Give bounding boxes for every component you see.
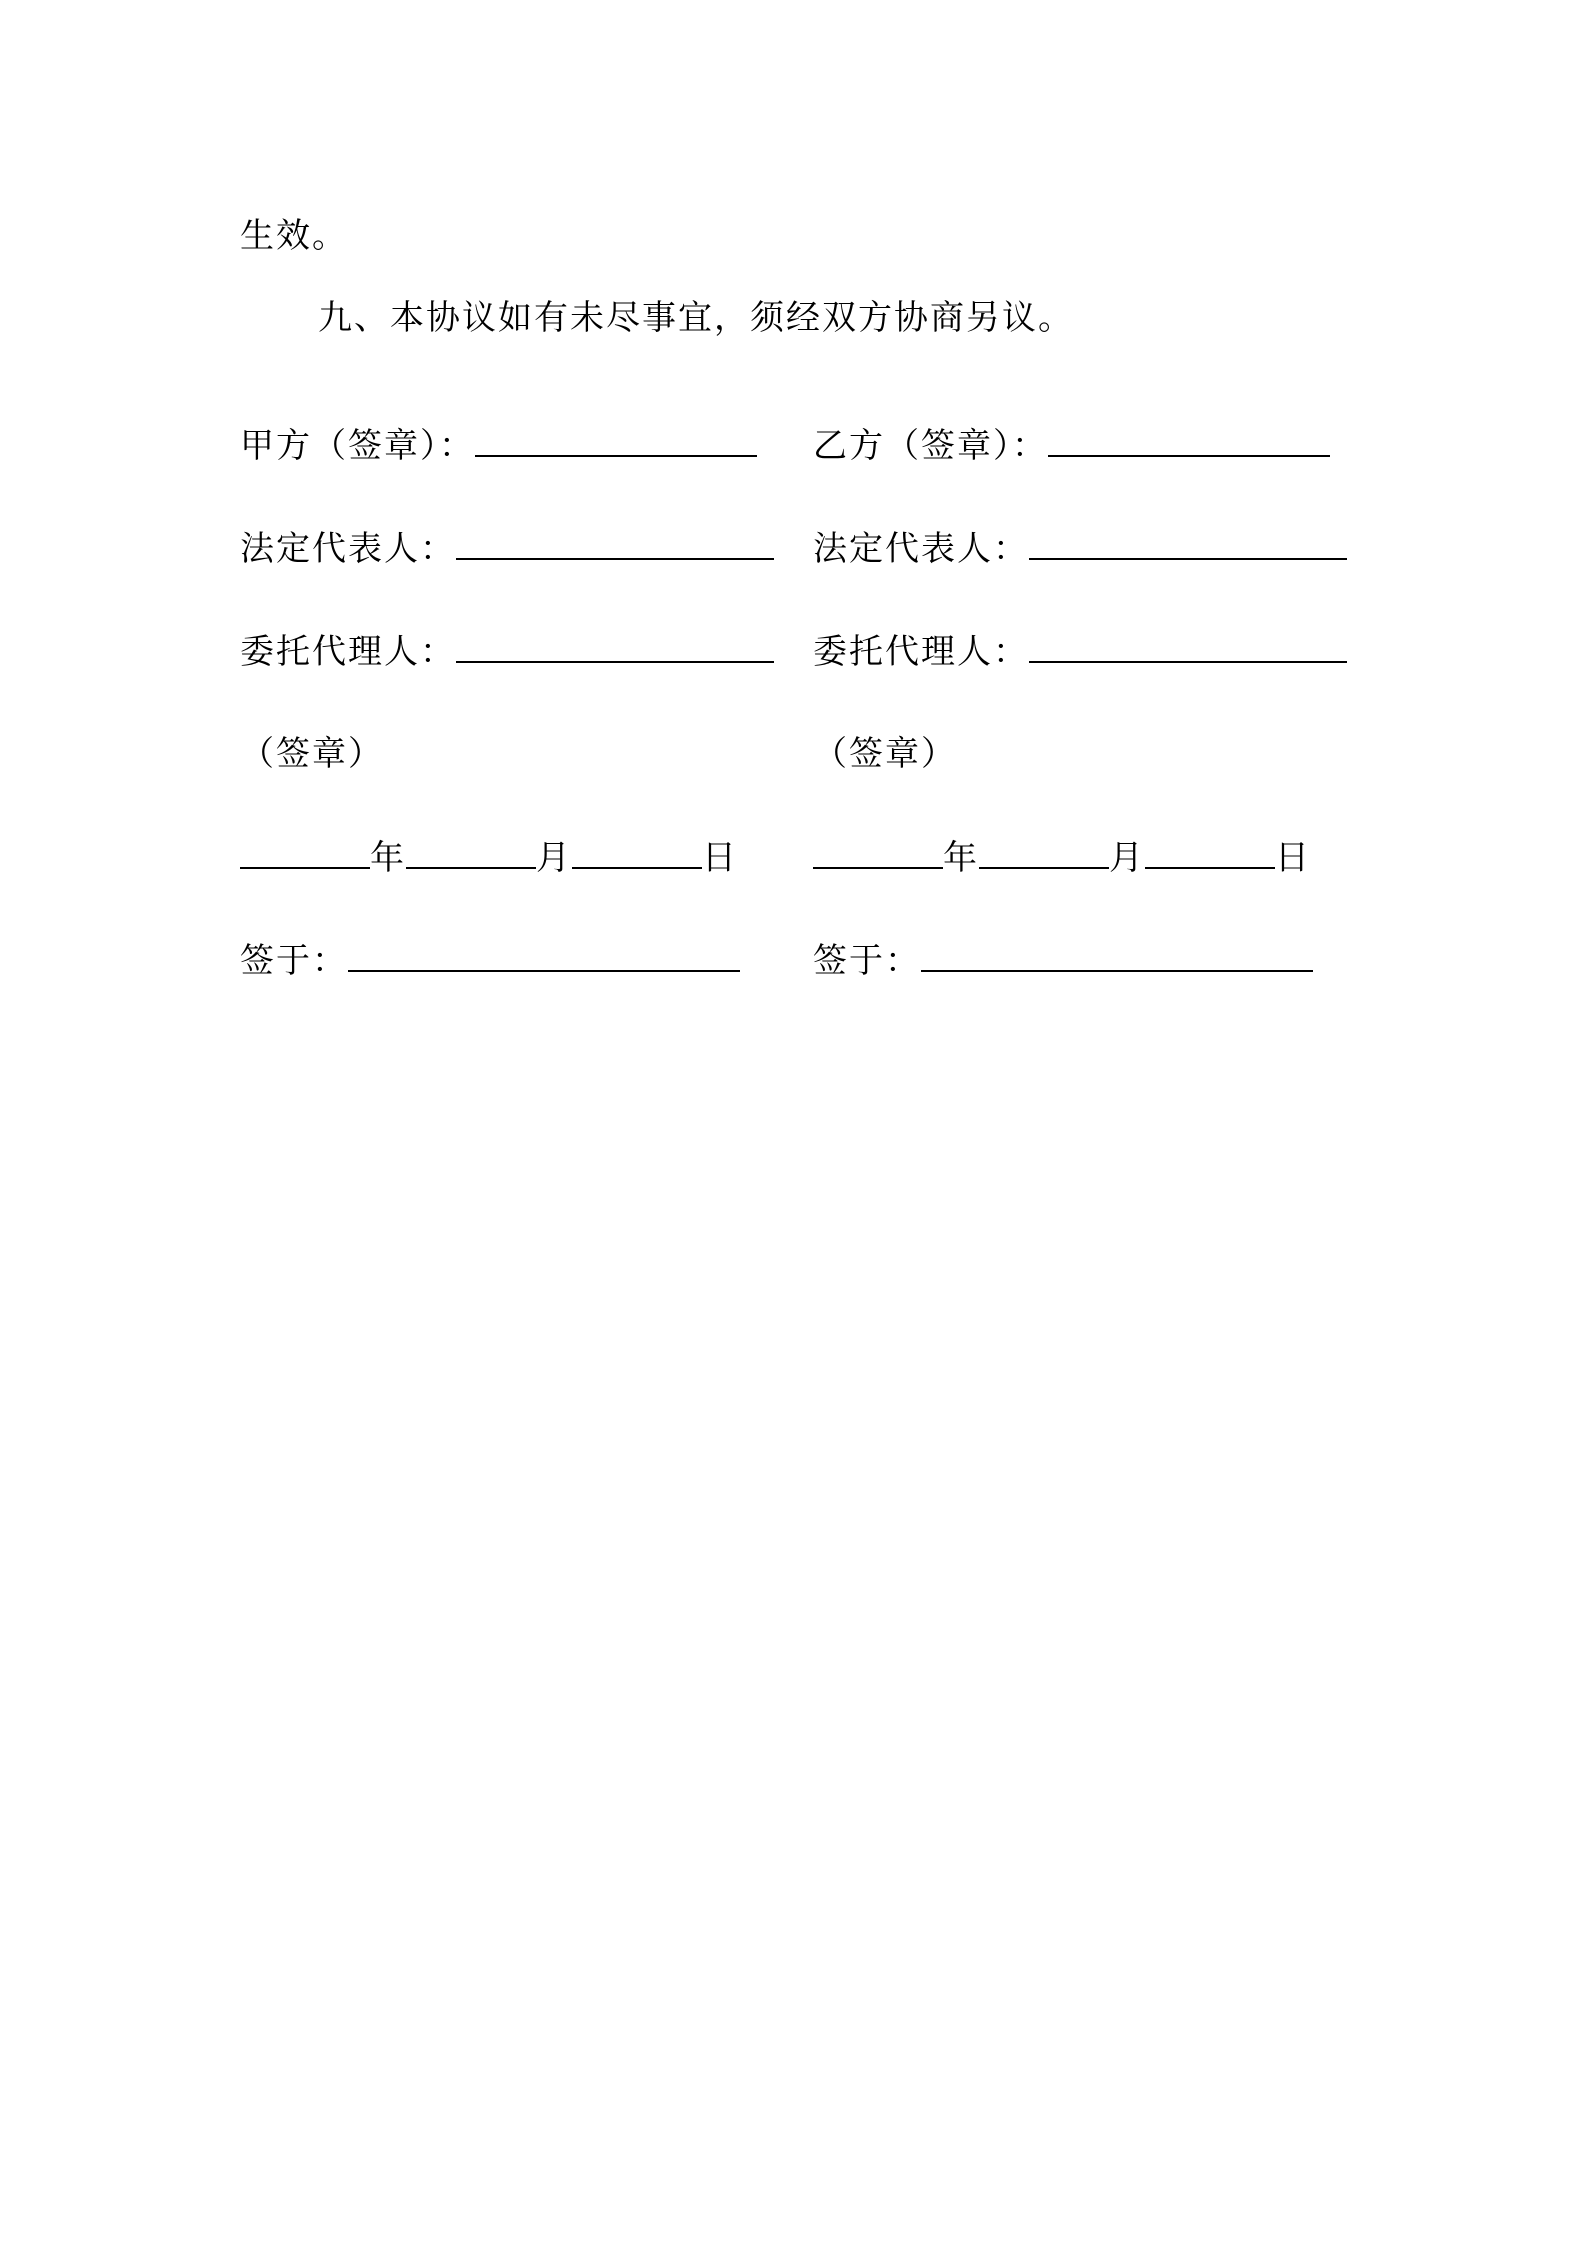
party-a-seal-blank[interactable] [475, 425, 757, 457]
party-a-signed-at-row [240, 940, 740, 981]
party-b-seal-label: 乙方（签章）： [813, 426, 1048, 466]
clause-nine: 九、本协议如有未尽事宜，须经双方协商另议。 [318, 298, 1074, 338]
party-b-day-blank[interactable] [1145, 837, 1275, 869]
party-b-stamp-note: （签章） [813, 734, 957, 774]
party-b-signed-at-blank[interactable] [921, 940, 1313, 972]
party-a-agent-row [240, 631, 774, 672]
party-a-year-label: 年 [370, 838, 406, 878]
party-b-date-row [813, 837, 1311, 878]
party-a-month-label: 月 [536, 838, 572, 878]
party-a-month-blank[interactable] [406, 837, 536, 869]
paragraph-continuation: 生效。 [240, 216, 348, 256]
party-a-seal-row [240, 425, 757, 466]
party-b-day-label: 日 [1275, 838, 1311, 878]
party-b-month-label: 月 [1109, 838, 1145, 878]
party-b-seal-row [813, 425, 1330, 466]
party-a-agent-blank[interactable] [456, 631, 774, 663]
party-b-signed-at-label: 签于： [813, 941, 921, 981]
party-a-signed-at-label: 签于： [240, 941, 348, 981]
party-a-legal-rep-blank[interactable] [456, 528, 774, 560]
party-b-month-blank[interactable] [979, 837, 1109, 869]
party-b-agent-blank[interactable] [1029, 631, 1347, 663]
party-a-date-row [240, 837, 738, 878]
party-a-signed-at-blank[interactable] [348, 940, 740, 972]
party-a-agent-label: 委托代理人： [240, 632, 456, 672]
party-a-day-label: 日 [702, 838, 738, 878]
party-b-legal-rep-blank[interactable] [1029, 528, 1347, 560]
party-a-legal-rep-row [240, 528, 774, 569]
party-b-year-blank[interactable] [813, 837, 943, 869]
party-a-legal-rep-label: 法定代表人： [240, 529, 456, 569]
party-a-stamp-note: （签章） [240, 734, 384, 774]
party-b-agent-row [813, 631, 1347, 672]
party-a-seal-label: 甲方（签章）： [240, 426, 475, 466]
party-b-year-label: 年 [943, 838, 979, 878]
party-b-legal-rep-label: 法定代表人： [813, 529, 1029, 569]
party-b-seal-blank[interactable] [1048, 425, 1330, 457]
party-b-agent-label: 委托代理人： [813, 632, 1029, 672]
party-a-day-blank[interactable] [572, 837, 702, 869]
party-b-legal-rep-row [813, 528, 1347, 569]
party-b-signed-at-row [813, 940, 1313, 981]
party-a-year-blank[interactable] [240, 837, 370, 869]
